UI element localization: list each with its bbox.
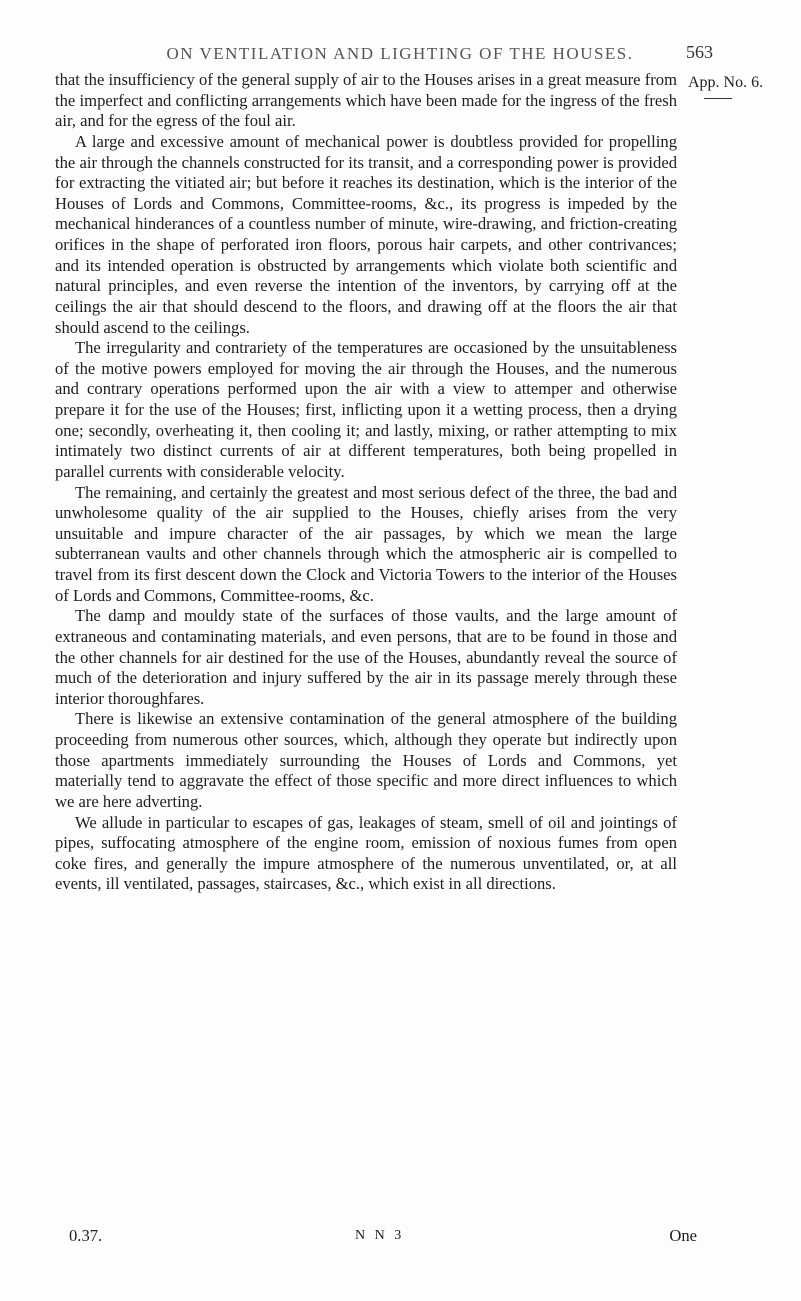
footer-signature-mark: N N 3	[355, 1228, 405, 1243]
paragraph-gas-escapes: We allude in particular to escapes of gas, leakages of steam, smell of oil and jointings of pipes, suffocating atmosphere of the engine room, emission of noxious fumes from open coke fires, and generally the impure atmosphere of the numerous unventilated, or, at all events, ill ventilated, passages, staircases, &c., which exist in all directions.	[55, 812, 677, 894]
page-footer	[55, 1226, 697, 1248]
paragraph-damp-vaults: The damp and mouldy state of the surfaces of those vaults, and the large amount of extraneous and contaminating materials, and even persons, that are to be found in those and the other channels for air destined for the use of the Houses, abundantly reveal the source of much of the deterioration and injury suffered by the air in its passage merely through these interior thoroughfares.	[55, 606, 677, 708]
body-text	[55, 70, 677, 895]
paragraph-continuation: that the insufficiency of the general supply of air to the Houses arises in a great measure from the imperfect and conflicting arrangements which have been made for the ingress of the fresh air, and for the egress of the foul air.	[55, 70, 677, 131]
paragraph-air-quality: The remaining, and certainly the greatest and most serious defect of the three, the bad and unwholesome quality of the air supplied to the Houses, chiefly arises from the very unsuitable and impure character of the air passages, by which we mean the large subterranean vaults and other channels through which the atmospheric air is compelled to travel from its first descent down the Clock and Victoria Towers to the interior of the Houses of Lords and Commons, Committee-rooms, &c.	[55, 482, 677, 605]
footer-reference: 0.37.	[69, 1226, 103, 1245]
page-number: 563	[686, 42, 713, 62]
footer-catchword: One	[669, 1226, 697, 1245]
margin-divider	[704, 98, 732, 99]
paragraph-contamination: There is likewise an extensive contamination of the general atmosphere of the building proceeding from numerous other sources, which, although they operate but indirectly upon those apartments immediately surrounding the Houses of Lords and Commons, yet materially tend to aggravate the effect of those specific and more direct influences to which we are here adverting.	[55, 709, 677, 811]
paragraph-temperatures: The irregularity and contrariety of the temperatures are occasioned by the unsuitableness of the motive powers employed for moving the air through the Houses, and the numerous and contrary operations performed upon the air with a view to attemper and otherwise prepare it for the use of the Houses; first, inflicting upon it a wetting process, then a drying one; secondly, overheating it, then cooling it; and lastly, mixing, or rather attempting to mix intimately two distinct currents of air at different temperatures, both being propelled in parallel currents with considerable velocity.	[55, 338, 677, 481]
margin-note-appendix: App. No. 6.	[688, 74, 764, 91]
paragraph-mechanical-power: A large and excessive amount of mechanical power is doubtless provided for propelling the air through the channels constructed for its transit, and a corresponding power is provided for extracting the vitiated air; but before it reaches its destination, which is the interior of the Houses of Lords and Commons, Committee-rooms, &c., its progress is impeded by the mechanical hinderances of a countless number of minute, wire-drawing, and friction-creating orifices in the shape of perforated iron floors, porous hair carpets, and other contrivances; and its intended operation is obstructed by arrangements which violate both scientific and natural principles, and even reverse the intention of the inventors, by carrying off at the ceilings the air that should descend to the floors, and drawing off at the floors the air that should ascend to the ceilings.	[55, 131, 677, 337]
running-head: ON VENTILATION AND LIGHTING OF THE HOUSES.	[166, 44, 634, 63]
